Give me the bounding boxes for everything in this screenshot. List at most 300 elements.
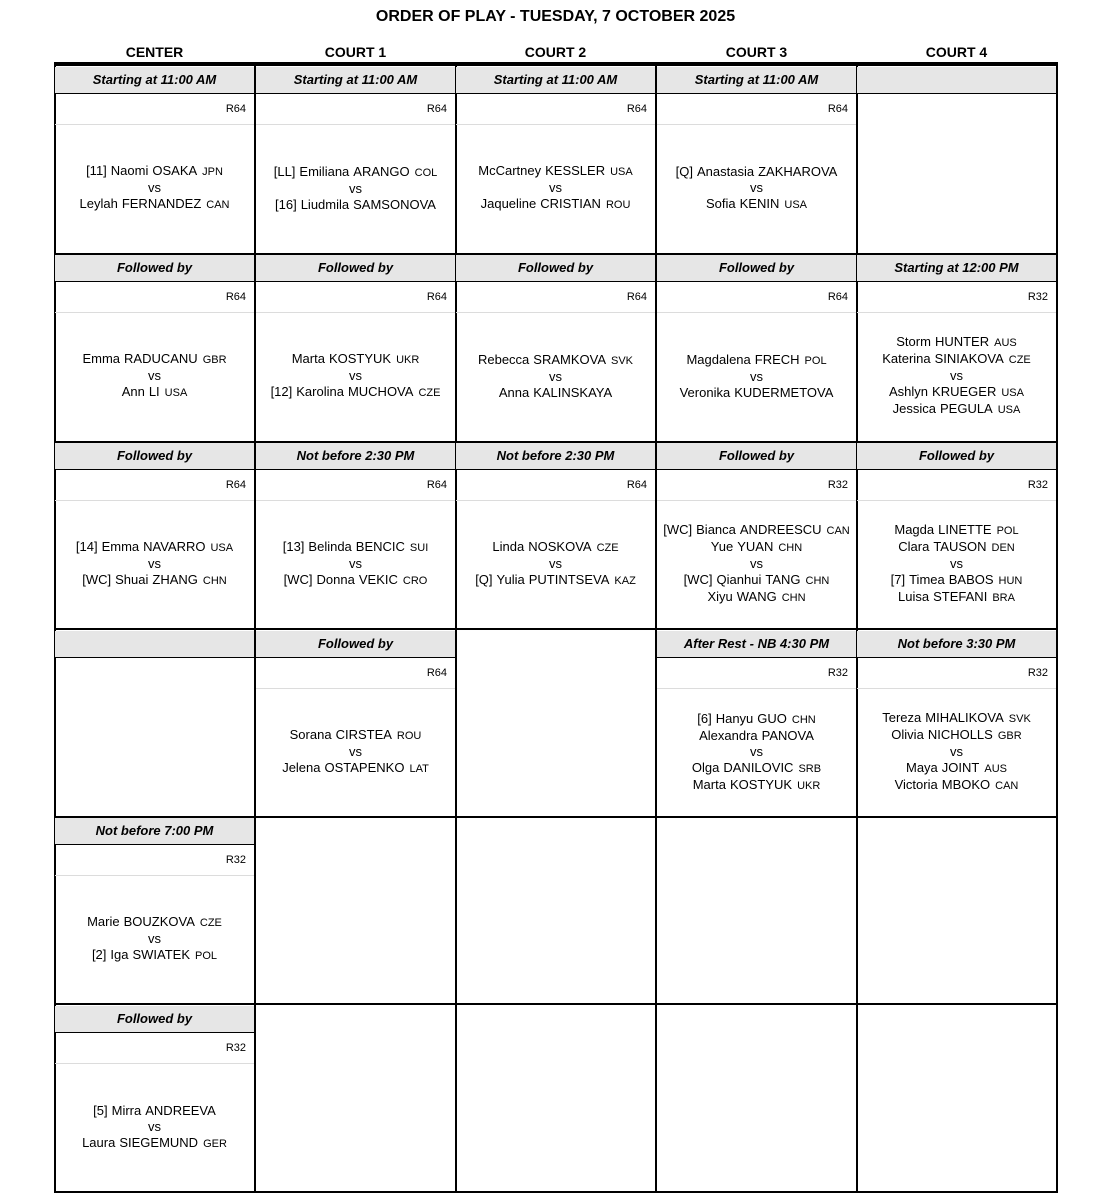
player-first-name: Leylah	[79, 196, 118, 211]
player-last-name: DANILOVIC	[723, 759, 794, 775]
player-last-name: KOSTYUK	[328, 351, 392, 366]
match-slot	[857, 67, 1056, 252]
player-country: UKR	[797, 779, 821, 792]
match-players	[857, 313, 1056, 439]
vs-label: vs	[349, 556, 362, 571]
player-first-name: Maya	[906, 760, 938, 775]
match-slot	[857, 255, 1056, 440]
player-seed: [13]	[282, 539, 305, 554]
player-name	[290, 727, 422, 744]
match-players	[456, 125, 655, 251]
round-label: R64	[456, 94, 655, 125]
player-first-name: Emma	[82, 351, 121, 366]
court-header-court-4: COURT 4	[925, 44, 988, 60]
player-country: COL	[414, 166, 438, 179]
match-slot	[857, 631, 1056, 816]
player-last-name: STEFANI	[933, 589, 988, 604]
player-seed: [WC]	[663, 522, 693, 537]
player-name	[882, 710, 1031, 727]
match-players	[55, 125, 254, 251]
player-name	[882, 351, 1031, 368]
match-slot	[857, 443, 1056, 628]
player-first-name: Bianca	[696, 522, 736, 537]
player-country: SRB	[798, 762, 822, 775]
player-seed: [11]	[86, 163, 107, 178]
player-country: CRO	[402, 575, 428, 587]
round-label: R32	[857, 658, 1056, 689]
player-first-name: Marta	[291, 351, 325, 366]
player-name	[76, 539, 233, 556]
match-slot	[55, 67, 254, 252]
player-country: JPN	[202, 166, 223, 178]
player-country: ROU	[396, 730, 422, 742]
slot-time-header: Starting at 11:00 AM	[55, 67, 254, 94]
round-label: R64	[256, 470, 455, 501]
player-country: CZE	[418, 387, 441, 399]
slot-time-header: Starting at 11:00 AM	[657, 67, 856, 94]
player-last-name: KENIN	[739, 195, 780, 211]
player-first-name: Emiliana	[299, 163, 350, 179]
player-name	[684, 572, 830, 589]
player-name	[82, 351, 226, 368]
player-country: HUN	[998, 575, 1023, 587]
player-first-name: Alexandra	[699, 727, 758, 743]
slot-time-header: Followed by	[657, 255, 856, 282]
player-country: USA	[210, 542, 234, 554]
player-last-name: PEGULA	[939, 401, 993, 416]
slot-time-header: Followed by	[657, 443, 856, 470]
player-first-name: Olga	[691, 759, 720, 775]
player-first-name: Magdalena	[686, 351, 751, 367]
slot-time-header: Followed by	[55, 255, 254, 282]
player-name	[896, 334, 1016, 351]
round-label: R32	[857, 282, 1056, 313]
match-players	[857, 501, 1056, 627]
match-slot	[256, 443, 455, 628]
player-name	[282, 760, 429, 777]
player-country: USA	[1001, 387, 1024, 399]
player-last-name: KUDERMETOVA	[734, 384, 834, 400]
player-last-name: ANDREEVA	[145, 1102, 216, 1118]
player-first-name: Katerina	[882, 351, 931, 366]
player-country: USA	[610, 166, 633, 178]
player-seed: [Q]	[675, 163, 694, 179]
match-players	[857, 689, 1056, 815]
player-last-name: CIRSTEA	[335, 727, 392, 742]
player-name	[86, 163, 223, 180]
player-first-name: Marie	[87, 914, 120, 929]
player-country: SVK	[1008, 713, 1031, 725]
court-header-center: CENTER	[125, 44, 184, 60]
player-last-name: TAUSON	[933, 539, 987, 554]
player-last-name: JOINT	[941, 760, 980, 775]
player-first-name: Linda	[492, 539, 525, 554]
player-country: CAN	[206, 199, 230, 211]
player-name	[478, 352, 633, 369]
round-label: R64	[456, 470, 655, 501]
player-last-name: LINETTE	[938, 522, 992, 537]
player-first-name: Tereza	[882, 710, 922, 725]
round-label: R64	[456, 282, 655, 313]
player-country: SVK	[611, 354, 634, 367]
player-first-name: Karolina	[296, 384, 344, 399]
vs-label: vs	[148, 556, 161, 571]
slot-time-header: Followed by	[55, 443, 254, 470]
player-last-name: ZHANG	[152, 572, 198, 587]
slot-time-header: Starting at 11:00 AM	[456, 67, 655, 94]
player-last-name: VEKIC	[358, 572, 398, 587]
player-first-name: Emma	[101, 539, 140, 554]
player-last-name: SRAMKOVA	[533, 351, 606, 367]
player-last-name: SIEGEMUND	[119, 1134, 199, 1150]
player-seed: [7]	[890, 572, 906, 587]
slot-time-header: Followed by	[55, 1006, 254, 1033]
player-last-name: MUCHOVA	[347, 384, 414, 399]
player-country: CZE	[199, 917, 222, 929]
match-slot	[55, 1006, 254, 1191]
player-last-name: MBOKO	[941, 777, 991, 792]
player-country: CZE	[1008, 354, 1031, 366]
match-slot	[657, 255, 856, 440]
player-name	[271, 384, 441, 401]
player-last-name: FERNANDEZ	[121, 196, 202, 211]
player-name	[893, 401, 1021, 418]
round-label: R64	[55, 282, 254, 313]
match-players	[256, 313, 455, 439]
player-last-name: ARANGO	[353, 163, 410, 179]
header-rule	[54, 62, 1058, 66]
player-name	[478, 163, 632, 180]
player-country: CAN	[826, 525, 850, 537]
match-players	[256, 125, 455, 251]
match-players	[657, 689, 856, 815]
round-label: R32	[657, 470, 856, 501]
player-first-name: Rebecca	[477, 351, 530, 367]
player-country: POL	[195, 950, 218, 962]
match-players	[55, 313, 254, 439]
row-divider	[54, 1191, 1058, 1193]
player-first-name: Clara	[898, 539, 930, 554]
player-last-name: MIHALIKOVA	[925, 710, 1004, 725]
player-name	[891, 727, 1021, 744]
match-players	[456, 501, 655, 627]
player-name	[676, 164, 838, 180]
player-first-name: Jaqueline	[480, 196, 537, 211]
player-first-name: Mirra	[111, 1102, 142, 1118]
player-first-name: Liudmila	[300, 196, 350, 212]
slot-time-header	[55, 631, 254, 658]
player-name	[895, 777, 1019, 794]
round-label: R64	[55, 94, 254, 125]
player-country: CHN	[778, 542, 803, 554]
match-players	[256, 689, 455, 815]
match-slot	[256, 255, 455, 440]
player-first-name: Victoria	[894, 777, 938, 792]
round-label: R64	[657, 282, 856, 313]
match-players	[55, 501, 254, 627]
player-first-name: Hanyu	[715, 710, 754, 726]
player-seed: [2]	[91, 947, 107, 962]
slot-time-header: Followed by	[256, 255, 455, 282]
player-first-name: Naomi	[110, 163, 149, 178]
row-divider	[54, 628, 1058, 630]
player-country: ROU	[605, 199, 631, 211]
player-country: CHN	[805, 575, 830, 587]
player-name	[82, 572, 226, 589]
player-name	[492, 539, 618, 556]
match-slot	[657, 443, 856, 628]
vs-label: vs	[148, 931, 161, 946]
player-last-name: SAMSONOVA	[353, 196, 436, 212]
player-name	[697, 711, 816, 728]
player-first-name: Yulia	[496, 572, 525, 587]
player-seed: [12]	[270, 384, 293, 399]
player-name	[706, 196, 807, 213]
player-last-name: RADUCANU	[124, 351, 198, 366]
player-last-name: OSTAPENKO	[324, 760, 405, 775]
player-name	[93, 1103, 216, 1119]
match-slot	[657, 631, 856, 816]
match-players	[657, 501, 856, 627]
match-slot	[55, 255, 254, 440]
round-label: R64	[256, 94, 455, 125]
player-first-name: Magda	[894, 522, 935, 537]
slot-time-header: Not before 7:00 PM	[55, 818, 254, 845]
player-last-name: HUNTER	[934, 334, 990, 349]
match-slot	[657, 67, 856, 252]
match-players	[55, 1064, 254, 1190]
player-country: BRA	[992, 592, 1015, 604]
player-country: GBR	[202, 354, 227, 366]
player-name	[87, 914, 222, 931]
player-seed: [6]	[697, 710, 712, 726]
round-label: R64	[657, 94, 856, 125]
player-seed: [16]	[275, 196, 297, 212]
player-last-name: NAVARRO	[143, 539, 206, 554]
player-last-name: KALINSKAYA	[533, 384, 613, 400]
player-country: DEN	[991, 542, 1015, 554]
match-players	[657, 313, 856, 439]
player-name	[699, 728, 814, 744]
slot-time-header: Starting at 12:00 PM	[857, 255, 1056, 282]
player-first-name: Qianhui	[716, 572, 762, 587]
player-name	[475, 572, 636, 589]
vs-label: vs	[750, 179, 763, 195]
player-country: POL	[996, 525, 1019, 537]
player-country: CHN	[791, 713, 816, 726]
player-first-name: McCartney	[478, 163, 542, 178]
vs-label: vs	[349, 180, 362, 196]
player-name	[292, 351, 420, 368]
court-header-court-2: COURT 2	[524, 44, 587, 60]
player-seed: [WC]	[283, 572, 313, 587]
player-last-name: NOSKOVA	[528, 539, 592, 554]
player-first-name: Anastasia	[697, 163, 755, 179]
player-country: GER	[203, 1137, 227, 1150]
player-name	[82, 1135, 227, 1152]
player-name	[80, 196, 230, 213]
player-country: AUS	[994, 337, 1017, 349]
vs-label: vs	[148, 180, 161, 195]
match-players	[256, 501, 455, 627]
player-last-name: CRISTIAN	[540, 196, 601, 211]
slot-time-header	[857, 67, 1056, 94]
slot-time-header: Not before 2:30 PM	[256, 443, 455, 470]
vs-label: vs	[549, 556, 562, 571]
player-last-name: SWIATEK	[132, 947, 191, 962]
match-players	[456, 313, 655, 439]
vs-label: vs	[549, 180, 562, 195]
vs-label: vs	[349, 368, 362, 383]
player-last-name: KOSTYUK	[729, 776, 793, 792]
player-country: KAZ	[614, 575, 636, 587]
vs-label: vs	[950, 556, 963, 571]
vs-label: vs	[549, 368, 562, 384]
player-country: USA	[164, 387, 188, 399]
player-first-name: Veronika	[679, 384, 731, 400]
slot-time-header: Starting at 11:00 AM	[256, 67, 455, 94]
player-last-name: GUO	[757, 710, 787, 726]
player-name	[889, 384, 1024, 401]
player-last-name: TANG	[765, 572, 801, 587]
page-title: ORDER OF PLAY - TUESDAY, 7 OCTOBER 2025	[375, 8, 736, 25]
slot-time-header: Followed by	[857, 443, 1056, 470]
player-name	[692, 760, 821, 777]
player-country: CHN	[202, 575, 227, 587]
vs-label: vs	[950, 744, 963, 759]
match-slot	[456, 443, 655, 628]
vs-label: vs	[148, 368, 161, 383]
player-first-name: Luisa	[898, 589, 930, 604]
player-name	[707, 589, 805, 606]
match-slot	[55, 818, 254, 1003]
player-name	[680, 385, 834, 401]
court-header-court-1: COURT 1	[324, 44, 387, 60]
player-name	[693, 777, 821, 794]
player-first-name: Sorana	[289, 727, 332, 742]
match-slot	[256, 67, 455, 252]
player-country: POL	[804, 354, 827, 367]
player-country: UKR	[396, 354, 420, 366]
player-seed: [Q]	[475, 572, 493, 587]
vs-label: vs	[349, 744, 362, 759]
player-country: GBR	[997, 730, 1022, 742]
player-first-name: Xiyu	[707, 589, 733, 604]
player-country: CHN	[781, 592, 806, 604]
player-first-name: Belinda	[308, 539, 352, 554]
player-last-name: SINIAKOVA	[934, 351, 1004, 366]
slot-time-header: Followed by	[456, 255, 655, 282]
player-seed: [LL]	[273, 163, 296, 179]
player-seed: [14]	[75, 539, 98, 554]
round-label: R32	[857, 470, 1056, 501]
player-name	[711, 539, 802, 556]
row-divider	[54, 1003, 1058, 1005]
player-name	[898, 539, 1015, 556]
player-name	[894, 522, 1018, 539]
round-label: R32	[55, 845, 254, 876]
player-last-name: WANG	[736, 589, 777, 604]
player-last-name: PANOVA	[761, 727, 814, 743]
player-country: CZE	[596, 542, 619, 554]
player-last-name: KRUEGER	[932, 384, 997, 399]
round-label: R64	[256, 658, 455, 689]
vs-label: vs	[750, 743, 763, 759]
player-name	[499, 385, 612, 401]
player-last-name: BABOS	[948, 572, 994, 587]
player-last-name: BENCIC	[355, 539, 405, 554]
player-last-name: ZAKHAROVA	[758, 163, 838, 179]
round-label: R32	[657, 658, 856, 689]
round-label: R32	[55, 1033, 254, 1064]
player-name	[686, 352, 826, 369]
player-name	[891, 572, 1023, 589]
player-name	[275, 197, 436, 213]
player-first-name: Shuai	[115, 572, 149, 587]
player-first-name: Jessica	[892, 401, 936, 416]
vs-label: vs	[750, 368, 763, 384]
slot-time-header: Not before 3:30 PM	[857, 631, 1056, 658]
player-name	[906, 760, 1007, 777]
player-name	[122, 384, 188, 401]
player-name	[898, 589, 1015, 606]
vs-label: vs	[950, 368, 963, 383]
match-slot	[55, 443, 254, 628]
match-slot	[456, 255, 655, 440]
player-country: SUI	[409, 542, 429, 554]
player-country: USA	[784, 198, 807, 211]
player-last-name: NICHOLLS	[927, 727, 993, 742]
player-last-name: YUAN	[737, 539, 774, 554]
player-country: AUS	[984, 763, 1007, 775]
court-header-court-3: COURT 3	[725, 44, 788, 60]
vs-label: vs	[148, 1118, 161, 1134]
player-first-name: Storm	[896, 334, 931, 349]
player-country: CAN	[995, 780, 1019, 792]
player-last-name: LI	[148, 384, 160, 399]
match-slot	[55, 631, 254, 816]
player-seed: [5]	[93, 1102, 108, 1118]
match-players	[55, 876, 254, 1002]
player-name	[283, 539, 429, 556]
slot-time-header: After Rest - NB 4:30 PM	[657, 631, 856, 658]
player-seed: [WC]	[82, 572, 112, 587]
player-first-name: Anna	[498, 384, 530, 400]
player-name	[92, 947, 217, 964]
round-label: R64	[256, 282, 455, 313]
slot-time-header: Followed by	[256, 631, 455, 658]
match-slot	[456, 67, 655, 252]
player-name	[274, 164, 438, 181]
player-first-name: Olivia	[891, 727, 924, 742]
player-first-name: Timea	[909, 572, 945, 587]
player-name	[284, 572, 428, 589]
player-country: LAT	[409, 763, 429, 775]
match-players	[657, 125, 856, 251]
player-name	[663, 522, 850, 539]
player-first-name: Marta	[692, 776, 726, 792]
player-last-name: KESSLER	[545, 163, 606, 178]
player-first-name: Iga	[110, 947, 129, 962]
player-last-name: FRECH	[754, 351, 800, 367]
player-first-name: Laura	[82, 1134, 116, 1150]
player-first-name: Ann	[121, 384, 145, 399]
player-first-name: Sofia	[706, 195, 736, 211]
vs-label: vs	[750, 556, 763, 571]
player-last-name: BOUZKOVA	[123, 914, 195, 929]
player-first-name: Ashlyn	[889, 384, 929, 399]
match-slot	[256, 631, 455, 816]
